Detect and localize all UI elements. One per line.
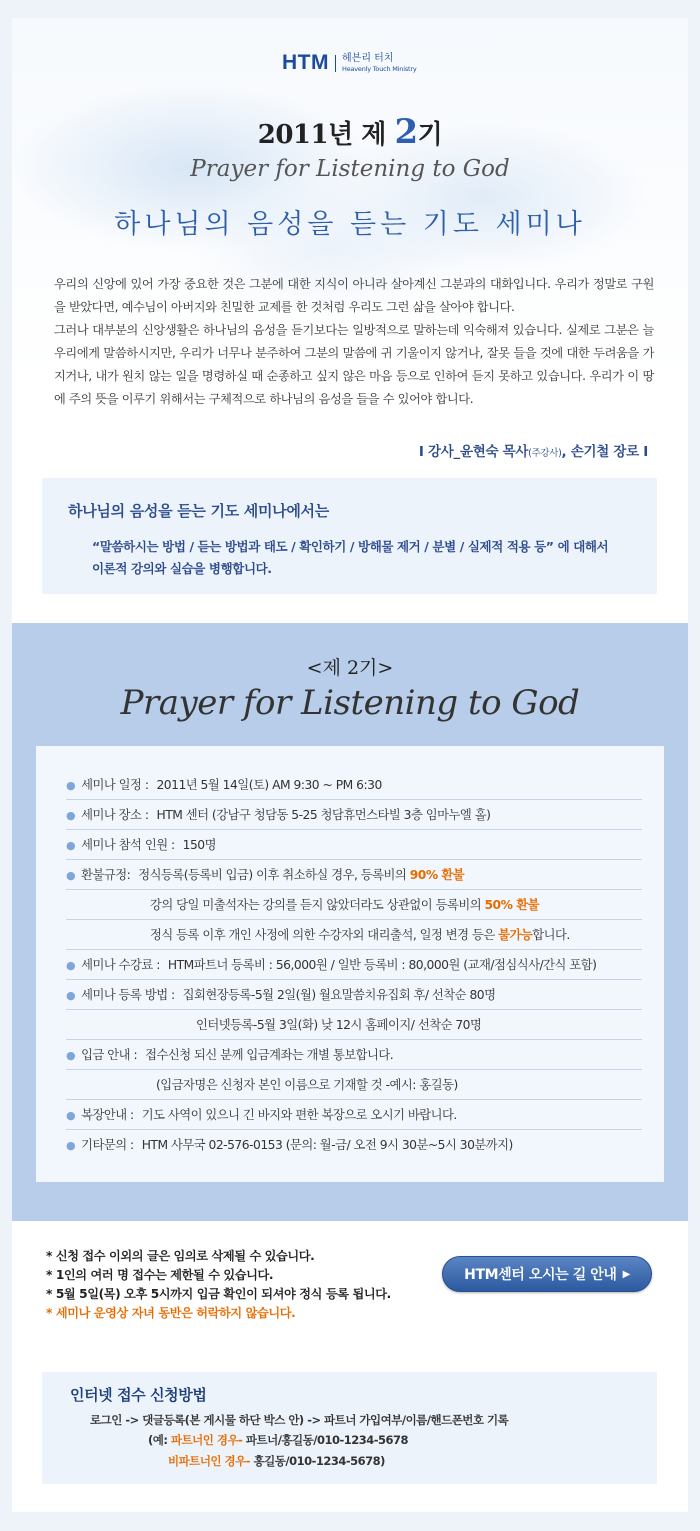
refund-highlight: 불가능: [498, 928, 533, 942]
page-frame: [12, 18, 688, 1512]
logo-english: Heavenly Touch Ministry: [342, 64, 417, 73]
headline-gen-number: 2: [394, 112, 418, 152]
feature-box: [42, 478, 657, 594]
notice-item-warning: * 세미나 운영상 자녀 동반은 허락하지 않습니다.: [46, 1306, 296, 1320]
info-row-refund-3: [66, 920, 642, 950]
seminar-title: 하나님의 음성을 듣는 기도 세미나: [114, 209, 586, 240]
speaker-line: [419, 440, 648, 460]
info-row-registration: [66, 980, 642, 1010]
info-row-fee: [66, 950, 642, 980]
bullet-icon: ●: [66, 989, 76, 1002]
apply-text: (예:: [148, 1433, 171, 1447]
bullet-icon: ●: [66, 809, 76, 822]
feature-title: 하나님의 음성을 듣는 기도 세미나에서는: [68, 502, 329, 520]
session-section: [12, 623, 688, 1221]
feature-line-1: “말씀하시는 방법 / 듣는 방법과 태도 / 확인하기 / 방해물 제거 / 분별 / 실제적 적용 등” 에 대해서: [92, 539, 609, 554]
apply-title: 인터넷 접수 신청방법: [70, 1386, 207, 1404]
info-label: 세미나 일정 :: [81, 778, 149, 792]
info-label: 기타문의 :: [81, 1138, 134, 1152]
intro-paragraph-1: 우리의 신앙에 있어 가장 중요한 것은 그분에 대한 지식이 아니라 살아계신 그분과의 대화입니다. 우리가 정말로 구원을 받았다면, 예수님이 아버지와 친밀한 교제를 한 것처럼 우리도 그런 삶을 살아야 합니다.: [54, 277, 654, 314]
info-value: 150명: [182, 838, 216, 852]
refund-highlight: 90% 환불: [409, 868, 465, 882]
apply-highlight: 파트너인 경우-: [170, 1433, 243, 1447]
intro-section: [12, 18, 688, 623]
info-label: 입금 안내 :: [81, 1048, 138, 1062]
info-label: 세미나 수강료 :: [81, 958, 160, 972]
apply-example-nonpartner: [168, 1453, 385, 1469]
intro-paragraph-2: 그러나 대부분의 신앙생활은 하나님의 음성을 듣기보다는 일방적으로 말하는데 익숙해져 있습니다. 실제로 그분은 늘 우리에게 말씀하시지만, 우리가 너무나 분주하여 그분의 말씀에 귀 기울이지 않거나, 잘못 들을 것에 대한 두려움을 가지거나, 내가 원치 않는 일을 명령하실 때 순종하고 싶지 않은 마음 등으로 인하여 듣지 못하고 있습니다. 우리가 이 땅에 주의 뜻을 이루기 위해서는 구체적으로 하나님의 음성을 들을 수 있어야 합니다.: [54, 323, 654, 406]
info-value: 정식 등록 이후 개인 사정에 의한 수강자외 대리출석, 일정 변경 등은: [150, 928, 499, 942]
info-value: HTM 사무국 02-576-0153 (문의: 월-금/ 오전 9시 30분~5시 30분까지): [141, 1138, 513, 1152]
speaker-second: , 손기철 장로 I: [561, 444, 648, 460]
headline-year: 2011년 제: [257, 120, 395, 150]
info-value: 정식등록(등록비 입금) 이후 취소하실 경우, 등록비의: [138, 868, 410, 882]
headline-gen-suffix: 기: [417, 120, 443, 150]
feature-line-2: 이론적 강의와 실습을 병행합니다.: [92, 561, 272, 576]
info-row-registration-2: [66, 1010, 642, 1040]
bullet-icon: ●: [66, 1049, 76, 1062]
info-value: 2011년 5월 14일(토) AM 9:30 ~ PM 6:30: [156, 778, 382, 792]
notice-list: [46, 1247, 391, 1323]
bullet-icon: ●: [66, 1139, 76, 1152]
info-value: HTM파트너 등록비 : 56,000원 / 일반 등록비 : 80,000원 (교재/점심식사/간식 포함): [167, 958, 597, 972]
info-row-deposit-2: [66, 1070, 642, 1100]
apply-example-partner: [148, 1432, 408, 1448]
info-label: 세미나 참석 인원 :: [81, 838, 175, 852]
bullet-icon: ●: [66, 1109, 76, 1122]
bullet-icon: ●: [66, 779, 76, 792]
info-label: 세미나 등록 방법 :: [81, 988, 175, 1002]
info-value: 접수신청 되신 분께 입금계좌는 개별 통보합니다.: [145, 1048, 394, 1062]
info-row-capacity: [66, 830, 642, 860]
info-label: 세미나 장소 :: [81, 808, 149, 822]
session-script-title: Prayer for Listening to God: [120, 683, 580, 723]
play-arrow-icon: ▶: [622, 1268, 630, 1280]
info-row-schedule: [66, 770, 642, 800]
info-row-refund: [66, 860, 642, 890]
notice-item: * 5월 5일(목) 오후 5시까지 입금 확인이 되셔야 정식 등록 됩니다.: [46, 1287, 391, 1301]
refund-line-2: [150, 890, 539, 920]
english-title: Prayer for Listening to God: [190, 156, 510, 182]
bullet-icon: ●: [66, 839, 76, 852]
seminar-info-box: [36, 746, 664, 1182]
apply-text: 파트너/홍길동/010-1234-5678: [242, 1433, 409, 1447]
apply-text: 홍길동/010-1234-5678): [250, 1454, 385, 1468]
apply-step: 로그인 -> 댓글등록(본 게시물 하단 박스 안) -> 파트너 가입여부/이름/핸드폰번호 기록: [90, 1413, 509, 1427]
directions-button[interactable]: [442, 1256, 652, 1292]
info-value: 집회현장등록-5월 2일(월) 월요말씀치유집회 후/ 선착순 80명: [182, 988, 496, 1002]
info-row-dress: [66, 1100, 642, 1130]
logo-text: [342, 54, 416, 73]
notice-item: * 신청 접수 이외의 글은 임의로 삭제될 수 있습니다.: [46, 1249, 315, 1263]
notice-item: * 1인의 여러 명 접수는 제한될 수 있습니다.: [46, 1268, 274, 1282]
info-row-refund-2: [66, 890, 642, 920]
logo-divider: [335, 55, 336, 72]
info-value: 인터넷등록-5월 3일(화) 낮 12시 홈페이지/ 선착순 70명: [196, 1018, 482, 1032]
apply-highlight: 비파트너인 경우-: [168, 1454, 251, 1468]
page-headline: [12, 112, 688, 152]
apply-method-box: [42, 1372, 657, 1484]
logo-brand: HTM: [282, 51, 329, 74]
speaker-main: I 강사_윤현숙 목사: [418, 444, 529, 460]
bullet-icon: ●: [66, 869, 76, 882]
info-row-deposit: [66, 1040, 642, 1070]
logo-korean: 헤븐리 터치: [342, 52, 394, 64]
info-value: 강의 당일 미출석자는 강의를 듣지 않았더라도 상관없이 등록비의: [150, 898, 485, 912]
directions-button-label: HTM센터 오시는 길 안내: [464, 1267, 617, 1283]
intro-text: [54, 273, 654, 411]
bullet-icon: ●: [66, 959, 76, 972]
info-row-contact: [66, 1130, 642, 1160]
info-label: 환불규정:: [81, 868, 131, 882]
refund-highlight: 50% 환불: [484, 898, 539, 912]
info-value: HTM 센터 (강남구 청담동 5-25 청담휴먼스타빌 3층 임마누엘 홀): [156, 808, 491, 822]
htm-logo[interactable]: [282, 50, 416, 76]
info-value: (입금자명은 신청자 본인 이름으로 기재할 것 -예시: 홍길동): [156, 1078, 458, 1092]
info-row-place: [66, 800, 642, 830]
refund-line-3: [150, 920, 570, 950]
info-value: 기도 사역이 있으니 긴 바지와 편한 복장으로 오시기 바랍니다.: [141, 1108, 457, 1122]
notice-section: [12, 1221, 688, 1512]
info-label: 복장안내 :: [81, 1108, 134, 1122]
info-value: 합니다.: [532, 928, 570, 942]
session-subtitle: <제 2기>: [306, 657, 394, 679]
speaker-note: (주강사): [528, 448, 562, 459]
